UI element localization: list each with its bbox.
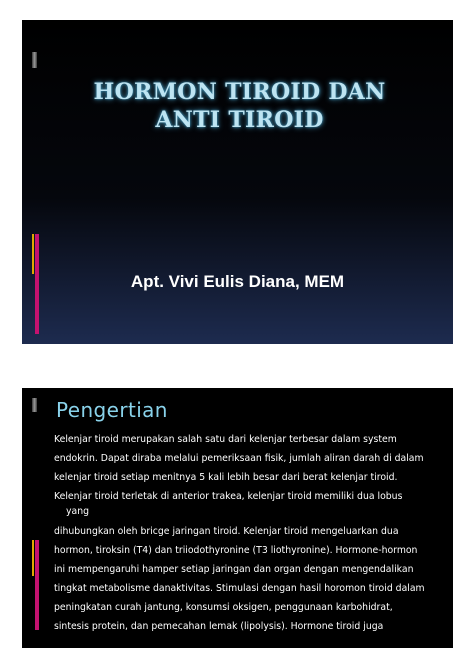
- body-line: yang: [66, 506, 89, 517]
- slide-accent-stripe-yellow: [32, 540, 34, 576]
- body-line: endokrin. Dapat diraba melalui pemeriksaan fisik, jumlah aliran darah di dalam: [54, 453, 424, 464]
- slide-accent-bar: [32, 398, 37, 412]
- content-slide: [22, 388, 453, 648]
- slide-heading: Pengertian: [56, 398, 168, 422]
- body-line: Kelenjar tiroid terletak di anterior trakea, kelenjar tiroid memiliki dua lobus: [54, 491, 403, 502]
- slide-accent-stripe-magenta: [35, 540, 39, 630]
- body-line: kelenjar tiroid setiap menitnya 5 kali lebih besar dari berat kelenjar tiroid.: [54, 472, 398, 483]
- slide-body-text: [54, 430, 446, 636]
- body-line: sintesis protein, dan pemecahan lemak (lipolysis). Hormone tiroid juga: [54, 621, 384, 632]
- body-line: tingkat metabolisme danaktivitas. Stimulasi dengan hasil horomon tiroid dalam: [54, 583, 425, 594]
- slide-accent-bar: [32, 52, 37, 68]
- slide-author: Apt. Vivi Eulis Diana, MEM: [130, 272, 345, 291]
- body-line: peningkatan curah jantung, konsumsi oksigen, penggunaan karbohidrat,: [54, 602, 393, 613]
- body-line: Kelenjar tiroid merupakan salah satu dari kelenjar terbesar dalam system: [54, 434, 397, 445]
- body-line: dihubungkan oleh bricge jaringan tiroid. Kelenjar tiroid mengeluarkan dua: [54, 526, 399, 537]
- body-line: ini mempengaruhi hamper setiap jaringan dan organ dengan mengendalikan: [54, 564, 414, 575]
- slide-accent-stripe-yellow: [32, 234, 34, 274]
- slide-title: HORMON TIROID DAN ANTI TIROID: [93, 79, 386, 133]
- body-line: hormon, tiroksin (T4) dan triiodothyronine (T3 liothyronine). Hormone-hormon: [54, 545, 418, 556]
- title-slide: [22, 20, 453, 344]
